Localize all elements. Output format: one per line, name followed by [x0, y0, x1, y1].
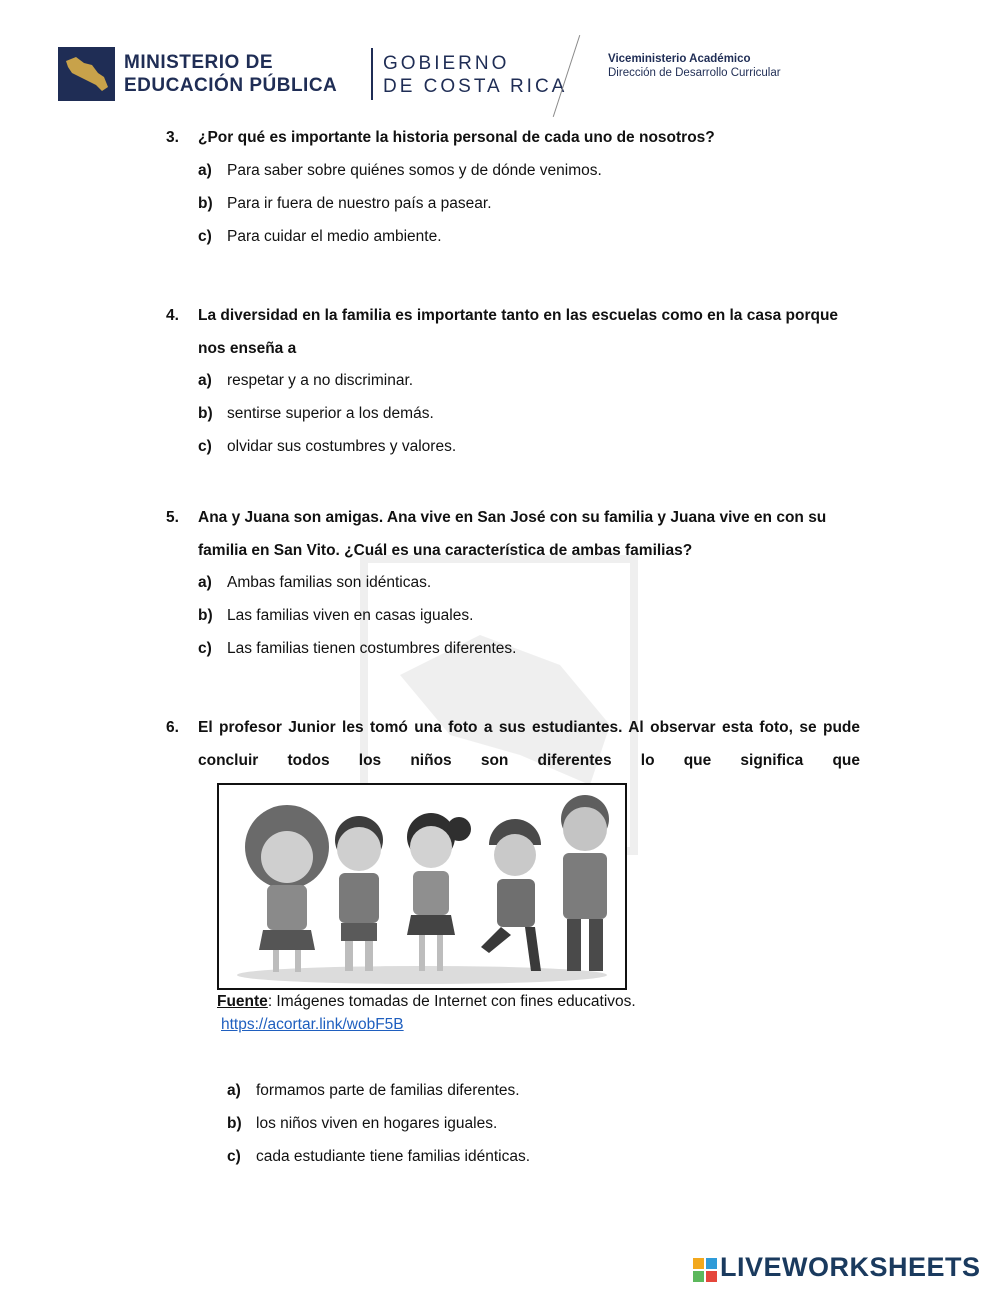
question-5-text: Ana y Juana son amigas. Ana vive en San José con su familia y Juana vive en con su familia en San Vito. ¿Cuál es una característica de ambas familias? [198, 509, 827, 559]
question-5-option-a[interactable]: a) Ambas familias son idénticas. [198, 574, 432, 591]
question-6-text: El profesor Junior les tomó una foto a sus estudiantes. Al observar esta foto, se pude concluir todos los niños son diferentes lo que significa que [198, 719, 860, 769]
question-5-number: 5. [166, 509, 179, 526]
source-label: Fuente [217, 993, 268, 1010]
question-3-option-a[interactable]: a) Para saber sobre quiénes somos y de dónde venimos. [198, 162, 602, 179]
question-4-text: La diversidad en la familia es importante tanto en las escuelas como en la casa porque nos enseña a [198, 307, 839, 357]
liveworksheets-brand: LIVEWORKSHEETS [720, 1252, 981, 1282]
vice-ministry-subtitle: Dirección de Desarrollo Curricular [608, 67, 781, 79]
question-6-option-b[interactable]: b) los niños viven en hogares iguales. [227, 1115, 498, 1132]
students-photo [217, 783, 627, 990]
children-group-illustration [219, 785, 625, 988]
question-6-option-c[interactable]: c) cada estudiante tiene familias idénticas. [227, 1148, 530, 1165]
question-5-option-b[interactable]: b) Las familias viven en casas iguales. [198, 607, 474, 624]
question-4-option-c[interactable]: c) olvidar sus costumbres y valores. [198, 438, 457, 455]
question-4-option-b[interactable]: b) sentirse superior a los demás. [198, 405, 434, 422]
ministry-name-line2: EDUCACIÓN PÚBLICA [124, 75, 338, 96]
question-5-option-c[interactable]: c) Las familias tienen costumbres diferentes. [198, 640, 517, 657]
question-4-option-a[interactable]: a) respetar y a no discriminar. [198, 372, 414, 389]
question-6-number: 6. [166, 719, 179, 736]
ministry-logo [58, 47, 115, 101]
question-3-number: 3. [166, 129, 179, 146]
question-6-option-a[interactable]: a) formamos parte de familias diferentes. [227, 1082, 520, 1099]
image-source-note [217, 993, 636, 1011]
question-3-option-b[interactable]: b) Para ir fuera de nuestro país a pasear. [198, 195, 492, 212]
header-divider [371, 48, 373, 100]
vice-ministry-title: Viceministerio Académico [608, 53, 751, 65]
government-line1: GOBIERNO [383, 53, 510, 74]
source-text: : Imágenes tomadas de Internet con fines educativos. [267, 993, 636, 1010]
liveworksheets-logo-icon [693, 1258, 717, 1282]
question-3-text: ¿Por qué es importante la historia personal de cada uno de nosotros? [198, 129, 715, 146]
ministry-name-line1: MINISTERIO DE [124, 52, 274, 73]
costa-rica-map-icon [58, 47, 115, 101]
source-link[interactable]: https://acortar.link/wobF5B [221, 1016, 404, 1033]
question-3-option-c[interactable]: c) Para cuidar el medio ambiente. [198, 228, 442, 245]
question-4-number: 4. [166, 307, 179, 324]
government-line2: DE COSTA RICA [383, 76, 568, 97]
